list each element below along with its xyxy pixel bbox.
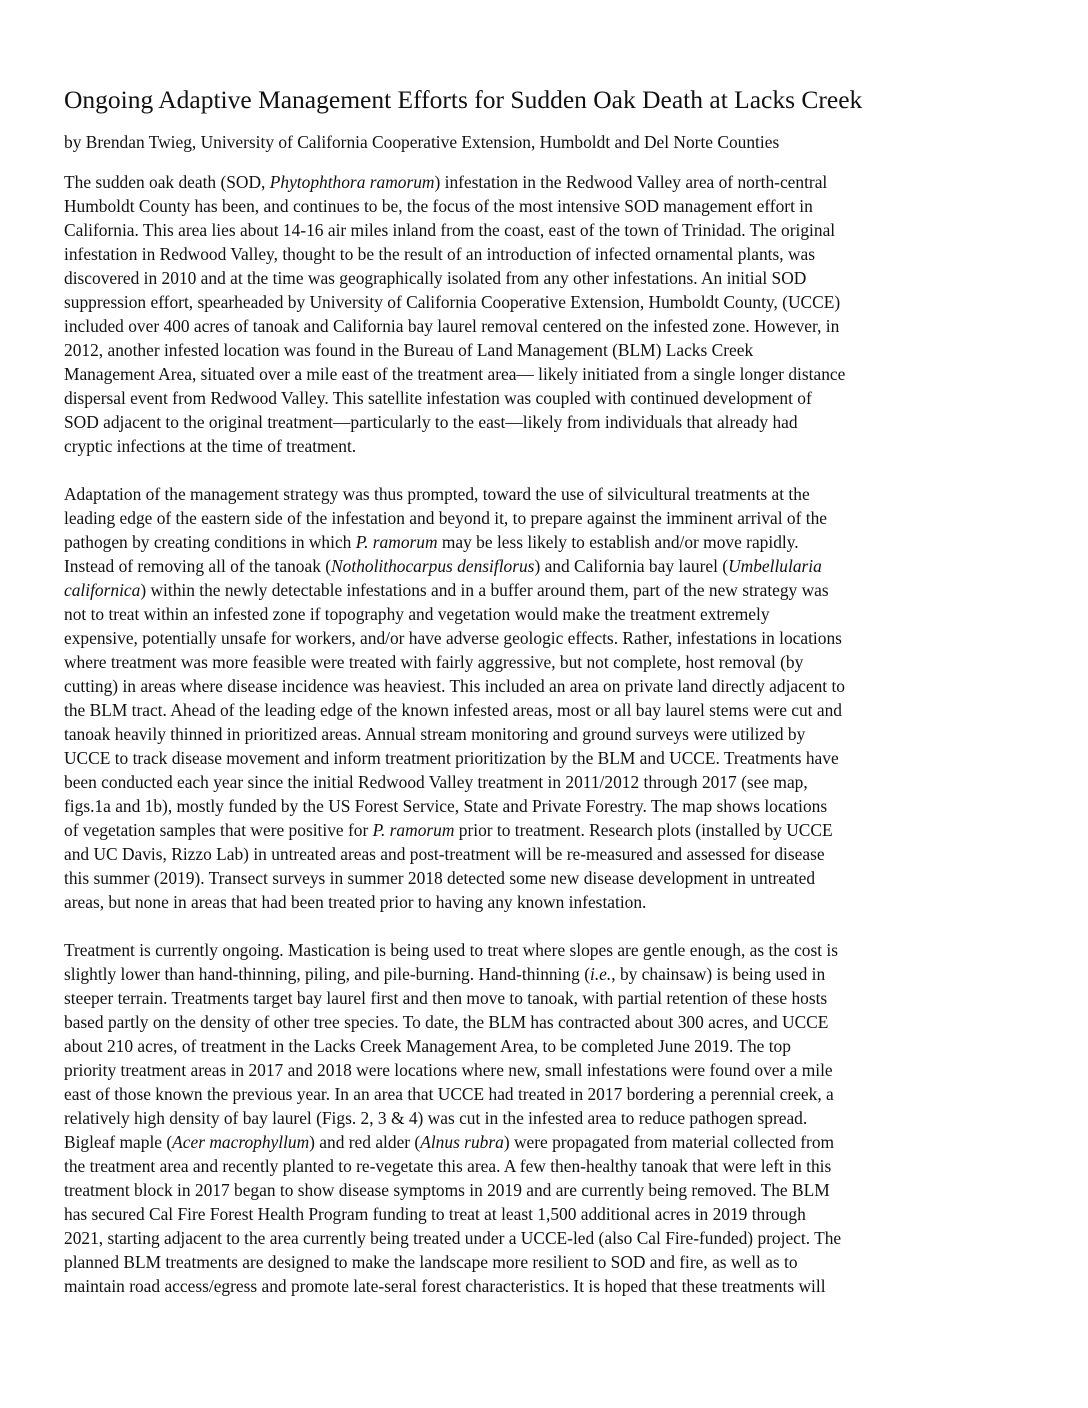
text-run: ) were propagated from material collected from: [503, 1132, 835, 1152]
text-line: [64, 866, 1024, 890]
body-paragraph-2: [64, 482, 1024, 914]
text-run: tanoak heavily thinned in prioritized areas. Annual stream monitoring and ground surveys were utilized by: [64, 724, 806, 744]
text-run: included over 400 acres of tanoak and California bay laurel removal centered on the infested zone. However, in: [64, 316, 840, 336]
text-run: areas, but none in areas that had been treated prior to having any known infestation.: [64, 892, 647, 912]
text-run: cryptic infections at the time of treatment.: [64, 436, 357, 456]
text-run: expensive, potentially unsafe for workers, and/or have adverse geologic effects. Rather, infestations in locations: [64, 628, 842, 648]
text-run: Bigleaf maple (: [64, 1132, 173, 1152]
body-paragraph-3: [64, 938, 1024, 1298]
text-line: [64, 1058, 1024, 1082]
text-run: cutting) in areas where disease incidence was heaviest. This included an area on private land directly adjacent to: [64, 676, 845, 696]
text-run: pathogen by creating conditions in which: [64, 532, 356, 552]
text-line: [64, 410, 1024, 434]
text-line: [64, 1202, 1024, 1226]
italic-text: i.e.: [590, 964, 612, 984]
text-line: [64, 1226, 1024, 1250]
text-line: [64, 170, 1024, 194]
text-line: [64, 290, 1024, 314]
text-line: [64, 794, 1024, 818]
text-line: [64, 770, 1024, 794]
text-line: [64, 578, 1024, 602]
text-run: , by chainsaw) is being used in: [611, 964, 826, 984]
text-line: [64, 338, 1024, 362]
text-line: [64, 218, 1024, 242]
text-line: [64, 266, 1024, 290]
text-line: [64, 1010, 1024, 1034]
italic-text: Notholithocarpus densiflorus: [331, 556, 535, 576]
italic-text: californica: [64, 580, 141, 600]
text-run: steeper terrain. Treatments target bay laurel first and then move to tanoak, with partial retention of these hosts: [64, 988, 828, 1008]
text-run: Humboldt County has been, and continues to be, the focus of the most intensive SOD management effort in: [64, 196, 813, 216]
italic-text: Acer macrophyllum: [172, 1132, 310, 1152]
text-run: 2012, another infested location was found in the Bureau of Land Management (BLM) Lacks Creek: [64, 340, 754, 360]
text-run: prior to treatment. Research plots (installed by UCCE: [454, 820, 833, 840]
text-run: and UC Davis, Rizzo Lab) in untreated areas and post-treatment will be re-measured and assessed for disease: [64, 844, 825, 864]
body-paragraph-1: [64, 170, 1024, 458]
text-line: [64, 674, 1024, 698]
text-run: the BLM tract. Ahead of the leading edge of the known infested areas, most or all bay laurel stems were cut and: [64, 700, 842, 720]
text-run: priority treatment areas in 2017 and 2018 were locations where new, small infestations were found over a mile: [64, 1060, 833, 1080]
text-run: relatively high density of bay laurel (Figs. 2, 3 & 4) was cut in the infested area to reduce pathogen spread.: [64, 1108, 808, 1128]
italic-text: P. ramorum: [372, 820, 455, 840]
text-run: ) within the newly detectable infestations and in a buffer around them, part of the new strategy was: [140, 580, 829, 600]
text-run: suppression effort, spearheaded by University of California Cooperative Extension, Humboldt County, (UCCE): [64, 292, 841, 312]
italic-text: Alnus rubra: [420, 1132, 504, 1152]
text-run: where treatment was more feasible were treated with fairly aggressive, but not complete, host removal (by: [64, 652, 804, 672]
text-run: leading edge of the eastern side of the infestation and beyond it, to prepare against the imminent arrival of the: [64, 508, 827, 528]
author-byline: by Brendan Twieg, University of California Cooperative Extension, Humboldt and Del Norte Counties: [64, 132, 780, 152]
text-run: UCCE to track disease movement and inform treatment prioritization by the BLM and UCCE. Treatments have: [64, 748, 839, 768]
text-run: this summer (2019). Transect surveys in summer 2018 detected some new disease development in untreated: [64, 868, 816, 888]
article-body: [64, 170, 1024, 1298]
text-line: [64, 698, 1024, 722]
text-run: ) and red alder (: [309, 1132, 421, 1152]
text-line: [64, 530, 1024, 554]
text-run: Adaptation of the management strategy was thus prompted, toward the use of silvicultural treatments at the: [64, 484, 810, 504]
italic-text: Umbellularia: [728, 556, 822, 576]
text-line: [64, 506, 1024, 530]
text-run: ) and California bay laurel (: [534, 556, 729, 576]
text-run: figs.1a and 1b), mostly funded by the US Forest Service, State and Private Forestry. The map shows locations: [64, 796, 828, 816]
text-run: maintain road access/egress and promote late-seral forest characteristics. It is hoped that these treatments will: [64, 1276, 826, 1296]
text-run: based partly on the density of other tree species. To date, the BLM has contracted about 300 acres, and UCCE: [64, 1012, 829, 1032]
text-run: about 210 acres, of treatment in the Lacks Creek Management Area, to be completed June 2019. The top: [64, 1036, 791, 1056]
document-title: Ongoing Adaptive Management Efforts for Sudden Oak Death at Lacks Creek: [64, 85, 863, 114]
text-run: California. This area lies about 14-16 air miles inland from the coast, east of the town of Trinidad. The original: [64, 220, 836, 240]
text-line: [64, 962, 1024, 986]
text-line: [64, 1130, 1024, 1154]
text-run: may be less likely to establish and/or move rapidly.: [437, 532, 799, 552]
italic-text: P. ramorum: [355, 532, 438, 552]
text-run: infestation in Redwood Valley, thought to be the result of an introduction of infected ornamental plants, was: [64, 244, 816, 264]
text-run: ) infestation in the Redwood Valley area of north-central: [434, 172, 828, 192]
text-line: [64, 386, 1024, 410]
text-run: The sudden oak death (SOD,: [64, 172, 270, 192]
text-line: [64, 746, 1024, 770]
text-line: [64, 626, 1024, 650]
text-run: not to treat within an infested zone if topography and vegetation would make the treatment extremely: [64, 604, 770, 624]
text-run: Management Area, situated over a mile east of the treatment area— likely initiated from a single longer distance: [64, 364, 846, 384]
text-line: [64, 194, 1024, 218]
text-line: [64, 1250, 1024, 1274]
text-run: treatment block in 2017 began to show disease symptoms in 2019 and are currently being removed. The BLM: [64, 1180, 830, 1200]
text-run: the treatment area and recently planted to re-vegetate this area. A few then-healthy tanoak that were left in this: [64, 1156, 832, 1176]
text-run: has secured Cal Fire Forest Health Program funding to treat at least 1,500 additional acres in 2019 through: [64, 1204, 806, 1224]
text-run: slightly lower than hand-thinning, piling, and pile-burning. Hand-thinning (: [64, 964, 590, 984]
text-line: [64, 434, 1024, 458]
text-run: Instead of removing all of the tanoak (: [64, 556, 332, 576]
text-run: of vegetation samples that were positive for: [64, 820, 373, 840]
text-line: [64, 1154, 1024, 1178]
text-line: [64, 1034, 1024, 1058]
text-line: [64, 242, 1024, 266]
text-run: dispersal event from Redwood Valley. This satellite infestation was coupled with continued development of: [64, 388, 812, 408]
text-run: been conducted each year since the initial Redwood Valley treatment in 2011/2012 through 2017 (see map,: [64, 772, 808, 792]
text-line: [64, 1082, 1024, 1106]
text-run: east of those known the previous year. In an area that UCCE had treated in 2017 bordering a perennial creek, a: [64, 1084, 834, 1104]
text-line: [64, 986, 1024, 1010]
text-line: [64, 842, 1024, 866]
text-run: planned BLM treatments are designed to make the landscape more resilient to SOD and fire, as well as to: [64, 1252, 798, 1272]
text-line: [64, 890, 1024, 914]
text-line: [64, 818, 1024, 842]
text-line: [64, 362, 1024, 386]
text-line: [64, 1178, 1024, 1202]
text-run: discovered in 2010 and at the time was geographically isolated from any other infestations. An initial SOD: [64, 268, 807, 288]
text-line: [64, 722, 1024, 746]
text-line: [64, 650, 1024, 674]
text-line: [64, 602, 1024, 626]
text-line: [64, 1106, 1024, 1130]
text-line: [64, 1274, 1024, 1298]
text-line: [64, 938, 1024, 962]
text-line: [64, 314, 1024, 338]
text-run: SOD adjacent to the original treatment—particularly to the east—likely from individuals that already had: [64, 412, 798, 432]
text-line: [64, 554, 1024, 578]
text-line: [64, 482, 1024, 506]
italic-text: Phytophthora ramorum: [269, 172, 435, 192]
text-run: 2021, starting adjacent to the area currently being treated under a UCCE-led (also Cal Fire-funded) project. The: [64, 1228, 842, 1248]
text-run: Treatment is currently ongoing. Mastication is being used to treat where slopes are gentle enough, as the cost is: [64, 940, 839, 960]
